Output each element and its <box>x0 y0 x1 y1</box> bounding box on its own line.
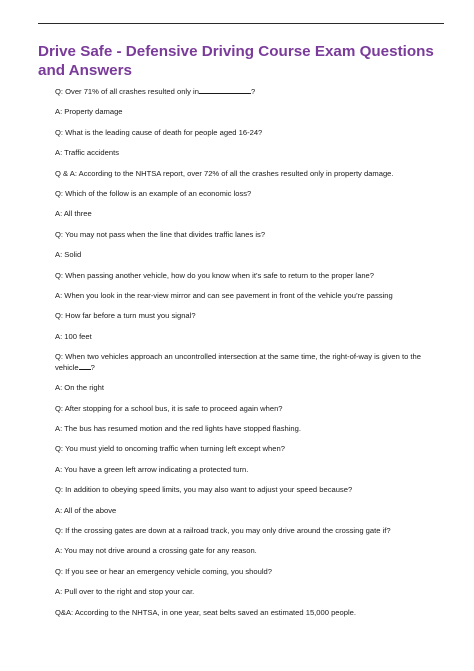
qa-line-text: Q: You may not pass when the line that divides traffic lanes is? <box>55 229 266 239</box>
qa-line-text: Q: Over 71% of all crashes resulted only in <box>55 87 199 96</box>
qa-line <box>55 608 427 618</box>
qa-line-text: A: Property damage <box>55 107 123 117</box>
qa-line <box>55 86 427 97</box>
qa-line <box>55 230 427 240</box>
qa-line-text: A: Pull over to the right and stop your car. <box>55 587 195 597</box>
qa-line <box>55 250 427 260</box>
qa-line-text: Q & A: According to the NHTSA report, over 72% of all the crashes resulted only in property damage. <box>55 168 394 178</box>
qa-line-text: Q: When two vehicles approach an uncontrolled intersection at the same time, the right-of-way is given to the vehicle <box>55 352 421 372</box>
qa-line <box>55 291 427 301</box>
qa-line-text: Q: If the crossing gates are down at a railroad track, you may only drive around the crossing gate if? <box>55 526 391 535</box>
qa-line <box>55 148 427 158</box>
qa-line <box>55 352 427 373</box>
fill-in-blank <box>199 86 251 94</box>
qa-line <box>55 506 427 516</box>
qa-line-text: A: On the right <box>55 383 104 393</box>
qa-line <box>55 424 427 434</box>
qa-line-text: A: When you look in the rear-view mirror and can see pavement in front of the vehicle you’re passing <box>55 290 393 300</box>
qa-line-text: A: All three <box>55 209 92 219</box>
qa-line <box>55 444 427 454</box>
qa-line <box>55 526 427 536</box>
qa-line-tail: ? <box>90 362 95 372</box>
qa-line-text: Q&A: According to the NHTSA, in one year, seat belts saved an estimated 15,000 people. <box>55 607 356 617</box>
qa-line <box>55 332 427 342</box>
document-title: Drive Safe - Defensive Driving Course Exam Questions and Answers <box>38 43 434 79</box>
qa-line-text: A: Solid <box>55 250 82 260</box>
qa-line <box>55 189 427 199</box>
qa-line <box>55 209 427 219</box>
qa-line <box>55 546 427 556</box>
qa-line <box>55 271 427 281</box>
top-divider <box>38 23 444 24</box>
qa-line-text: A: Traffic accidents <box>55 148 120 158</box>
qa-line-text: Q: After stopping for a school bus, it is safe to proceed again when? <box>55 403 283 413</box>
qa-line-text: Q: Which of the follow is an example of an economic loss? <box>55 188 252 198</box>
qa-line <box>55 567 427 577</box>
qa-line <box>55 128 427 138</box>
qa-line-text: A: All of the above <box>55 505 117 515</box>
qa-line <box>55 383 427 393</box>
qa-line-text: Q: If you see or hear an emergency vehicle coming, you should? <box>55 566 272 576</box>
qa-line-text: Q: What is the leading cause of death for people aged 16-24? <box>55 127 263 137</box>
qa-line-text: A: You may not drive around a crossing gate for any reason. <box>55 546 257 556</box>
qa-line <box>55 465 427 475</box>
qa-line <box>55 587 427 597</box>
qa-line-tail: ? <box>250 87 256 96</box>
qa-line-text: Q: When passing another vehicle, how do you know when it’s safe to return to the proper lane? <box>55 270 374 280</box>
qa-line-text: Q: You must yield to oncoming traffic when turning left except when? <box>55 444 285 454</box>
qa-line-text: Q: In addition to obeying speed limits, you may also want to adjust your speed because? <box>55 485 353 495</box>
fill-in-blank <box>79 362 91 370</box>
qa-line <box>55 485 427 495</box>
qa-line-text: Q: How far before a turn must you signal? <box>55 311 196 321</box>
qa-line-text: A: 100 feet <box>55 331 92 341</box>
qa-line <box>55 107 427 117</box>
qa-list <box>55 86 427 628</box>
qa-line <box>55 404 427 414</box>
qa-line-text: A: You have a green left arrow indicating a protected turn. <box>55 464 249 474</box>
qa-line-text: A: The bus has resumed motion and the red lights have stopped flashing. <box>55 424 301 434</box>
qa-line <box>55 311 427 321</box>
qa-line <box>55 169 427 179</box>
